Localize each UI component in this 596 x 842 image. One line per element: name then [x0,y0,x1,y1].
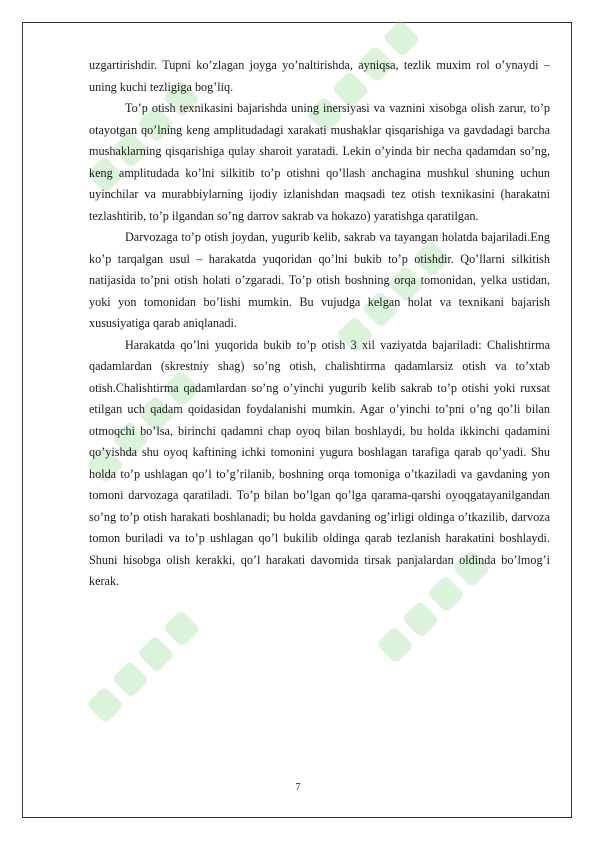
page-number: 7 [295,782,301,793]
paragraph: uzgartirishdir. Tupni ko’zlagan joyga yo’naltirishda, ayniqsa, tezlik muxim rol o’ynaydi – uning kuchi tezligiga bog’liq. [89,58,550,94]
body-text [89,55,550,593]
paragraph: Harakatda qo’lni yuqorida bukib to’p otish 3 xil vaziyatda bajariladi: Chalishtirma qadamlardan (skrestniy shag) so’ng otish, chalishtirma qadamlarsiz otish va to’xtab otish.Chalishtirma qadamlardan so’ng o’yinchi yugurib kelib sakrab to’p otishi yoki ruxsat etilgan uch qadam qoidasidan foydalanishi mumkin. Agar o’yinchi to’pni o’ng qo’li bilan otmoqchi bo’lsa, birinchi qadamni chap oyoq bilan boshlaydi, bu holda ikkinchi qadamini qo’yishda shu oyoq kaftining ichki tomonini yugura boshlagan tarafiga qarab qo’yadi. Shu holda to’p ushlagan qo’l to’g’rilanib, boshning orqa tomoniga o’tkaziladi va gavdaning yon tomoni darvozaga qaratiladi. To’p bilan bo’lgan qo’lga qarama-qarshi oyoqgatayanilgandan so’ng to’p otish harakati boshlanadi; bu holda gavdaning og’irligi oldinga o’tkazilib, darvoza tomon buriladi va to’p ushlagan qo’l bukilib oldinga qarab tezlanish harakatini boshlaydi. Shuni hisobga olish kerakki, qo’l harakati davomida tirsak panjalardan oldinda bo’lmog’i kerak. [89,337,550,588]
paragraph: Darvozaga to’p otish joydan, yugurib kelib, sakrab va tayangan holatda bajariladi.Eng ko’p tarqalgan usul – harakatda yuqoridan qo’lni bukib to’p otishdir. Qo’llarni silkitish natijasida to’pni otish holati o’zgaradi. To’p otish boshning orqa tomonidan, yelka ustidan, yoki yon tomonidan bo’lishi mumkin. Bu vujudga kelgan holat va texnikani bajarish xususiyatiga qarab aniqlanadi. [89,230,550,330]
paragraph: To’p otish texnikasini bajarishda uning inersiyasi va vaznini xisobga olish zarur, to’p otayotgan qo’lning keng amplitudadagi xarakati mushaklar qisqarishiga va gavdadagi barcha mushaklarning qisqarishiga qulay sharoit yaratadi. Lekin o’yinda bir necha qadamdan so’ng, keng amplitudada ko’lni silkitib to’p otishni qo’llash anchagina mushkul shuning uchun uyinchilar va murabbiylarning ijodiy izlanishdan maqsadi tez otish texnikasini (harakatni tezlashtirib, to’p ilgandan so’ng darrov sakrab va hokazo) yaratishga qaratilgan. [89,101,550,223]
